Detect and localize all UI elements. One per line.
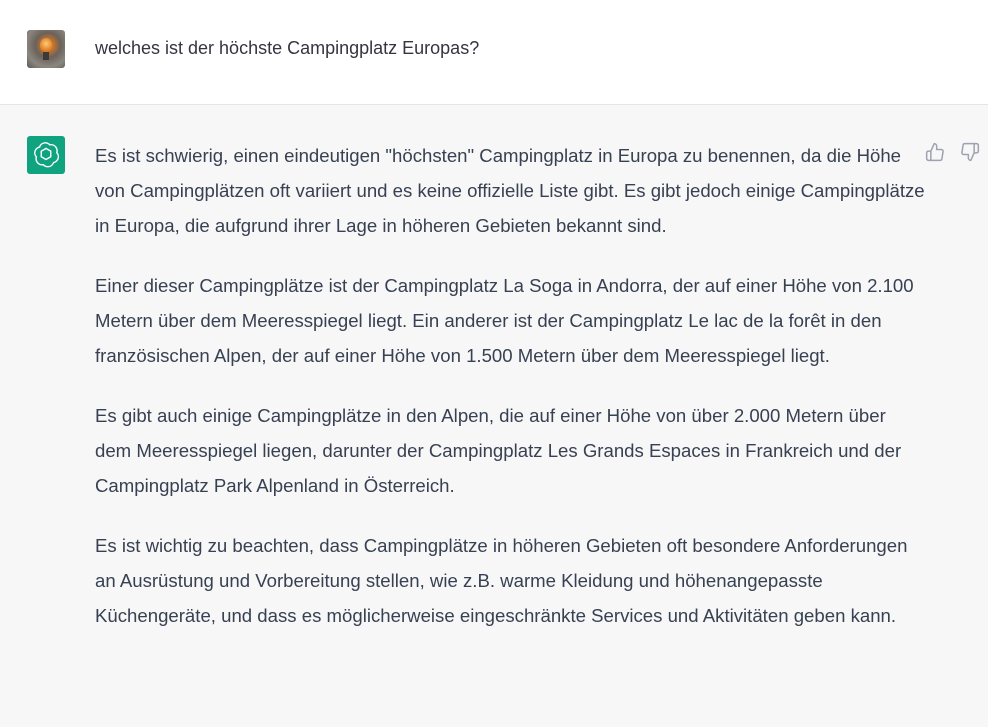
lightbulb-image [40,38,52,52]
assistant-message-text [95,138,925,658]
lightbulb-base-image [43,52,49,60]
assistant-paragraph-4: Es ist wichtig zu beachten, dass Campingplätze in höheren Gebieten oft besondere Anforderungen an Ausrüstung und Vorbereitung stellen, wie z.B. warme Kleidung und höhenangepasste Küchengeräte, und dass es möglicherweise eingeschränkte Services und Aktivitäten geben kann. [95,535,908,626]
assistant-paragraph-1: Es ist schwierig, einen eindeutigen "höchsten" Campingplatz in Europa zu benennen, da die Höhe von Campingplätzen oft variiert und es keine offizielle Liste gibt. Es gibt jedoch einige Campingplätze in Europa, die aufgrund ihrer Lage in höheren Gebieten bekannt sind. [95,145,925,236]
thumbs-up-icon [925,142,945,162]
assistant-avatar [27,136,65,174]
user-avatar [27,30,65,68]
user-message-text: welches ist der höchste Campingplatz Europas? [95,38,480,58]
assistant-paragraph-3: Es gibt auch einige Campingplätze in den Alpen, die auf einer Höhe von über 2.000 Metern über dem Meeresspiegel liegen, darunter der Campingplatz Les Grands Espaces in Frankreich und der Campingplatz Park Alpenland in Österreich. [95,405,902,496]
thumbs-down-icon [960,142,980,162]
openai-logo-icon [33,142,59,168]
assistant-paragraph-2: Einer dieser Campingplätze ist der Campingplatz La Soga in Andorra, der auf einer Höhe von 2.100 Metern über dem Meeresspiegel liegt. Ein anderer ist der Campingplatz Le lac de la forêt in den französischen Alpen, der auf einer Höhe von 1.500 Metern über dem Meeresspiegel liegt. [95,275,914,366]
thumbs-up-button[interactable] [924,141,946,163]
user-message-row [0,0,988,105]
assistant-message-row [0,105,988,727]
thumbs-down-button[interactable] [959,141,981,163]
